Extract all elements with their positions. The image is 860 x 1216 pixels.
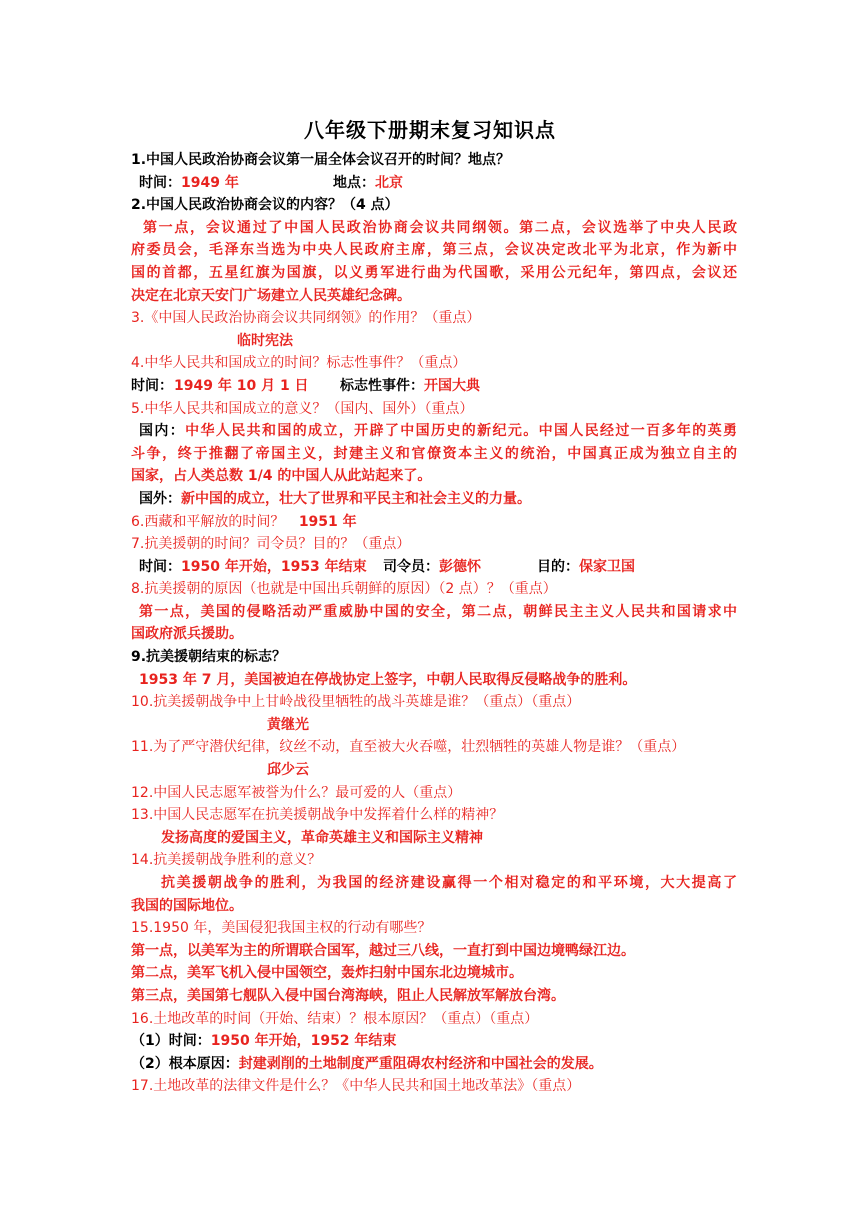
document-body: [131, 149, 737, 1098]
question-5: 5.中华人民共和国成立的意义？（国内、国外）（重点）: [131, 400, 474, 417]
answer-13: 发扬高度的爱国主义，革命英雄主义和国际主义精神: [161, 829, 483, 846]
answer-6: 1951 年: [298, 513, 357, 530]
answer-7-commander-value: 彭德怀: [439, 558, 481, 575]
question-17: 17.土地改革的法律文件是什么？《中华人民共和国土地改革法》（重点）: [131, 1078, 581, 1095]
answer-3: 临时宪法: [237, 332, 293, 349]
page-title: 八年级下册期末复习知识点: [304, 118, 556, 142]
answer-7-time-label: 时间：: [139, 558, 181, 575]
answer-16-cause-value: 封建剥削的土地制度严重阻碍农村经济和中国社会的发展。: [238, 1055, 603, 1072]
answer-16-cause-label: （2）根本原因：: [131, 1055, 239, 1072]
answer-2-line: 第一点，会议通过了中国人民政治协商会议共同纲领。第二点，会议选举了中央人民政: [143, 219, 737, 236]
answer-5-domestic: [131, 420, 737, 443]
question-14: 14.抗美援朝战争胜利的意义？: [131, 852, 322, 869]
answer-4-event-label: 标志性事件：: [340, 377, 424, 394]
answer-4: [131, 375, 737, 398]
answer-14-line: 我国的国际地位。: [131, 897, 243, 914]
answer-10: 黄继光: [267, 716, 309, 733]
answer-5-foreign-value: 新中国的成立，壮大了世界和平民主和社会主义的力量。: [181, 490, 531, 507]
question-15: 15.1950 年，美国侵犯我国主权的行动有哪些？: [131, 920, 432, 937]
answer-7-commander-label: 司令员：: [383, 558, 439, 575]
answer-7: [131, 556, 737, 579]
answer-5-domestic-line: 中华人民共和国的成立，开辟了中国历史的新纪元。中国人民经过一百多年的英勇: [185, 423, 738, 440]
answer-9: 1953 年 7 月，美国被迫在停战协定上签字，中朝人民取得反侵略战争的胜利。: [139, 671, 637, 688]
question-9: 9.抗美援朝结束的标志？: [131, 649, 287, 666]
answer-16-cause: [131, 1053, 737, 1076]
question-10: 10.抗美援朝战争中上甘岭战役里牺牲的战斗英雄是谁？（重点）（重点）: [131, 694, 581, 711]
answer-5-foreign: [131, 488, 737, 511]
answer-5-domestic-line: 斗争，终于推翻了帝国主义，封建主义和官僚资本主义的统治，中国真正成为独立自主的: [131, 445, 737, 462]
answer-1-time-label: 时间：: [139, 174, 181, 191]
answer-2-line: 府委员会，毛泽东当选为中央人民政府主席，第三点，会议决定改北平为北京，作为新中: [131, 242, 737, 259]
answer-16-time: [131, 1030, 737, 1053]
answer-2-line: 国的首都，五星红旗为国旗，以义勇军进行曲为代国歌，采用公元纪年，第四点，会议还: [131, 264, 737, 281]
question-16: 16.土地改革的时间（开始、结束）？根本原因？（重点）（重点）: [131, 1010, 539, 1027]
answer-5-foreign-label: 国外：: [139, 490, 181, 507]
answer-11: 邱少云: [267, 762, 309, 779]
question-12: 12.中国人民志愿军被誉为什么？最可爱的人（重点）: [131, 784, 462, 801]
answer-1-place-value: 北京: [375, 174, 403, 191]
answer-5-domestic-line: 国家，占人类总数 1/4 的中国人从此站起来了。: [131, 468, 432, 485]
question-13: 13.中国人民志愿军在抗美援朝战争中发挥着什么样的精神？: [131, 807, 504, 824]
answer-16-time-value: 1950 年开始，1952 年结束: [210, 1033, 397, 1050]
question-11: 11.为了严守潜伏纪律，纹丝不动，直至被大火吞噬，壮烈牺牲的英雄人物是谁？（重点）: [131, 739, 686, 756]
question-8: 8.抗美援朝的原因（也就是中国出兵朝鲜的原因）（2 点）？（重点）: [131, 581, 557, 598]
answer-15-line: 第二点，美军飞机入侵中国领空，轰炸扫射中国东北边境城市。: [131, 965, 523, 982]
answer-15-line: 第三点，美国第七舰队入侵中国台湾海峡，阻止人民解放军解放台湾。: [131, 987, 565, 1004]
question-1: 1.中国人民政治协商会议第一届全体会议召开的时间？地点？: [131, 152, 511, 168]
answer-4-time-value: 1949 年 10 月 1 日: [174, 377, 309, 394]
answer-7-purpose-label: 目的：: [537, 558, 579, 575]
answer-15-line: 第一点，以美军为主的所谓联合国军，越过三八线，一直打到中国边境鸭绿江边。: [131, 942, 635, 959]
answer-14-line: 抗美援朝战争的胜利，为我国的经济建设赢得一个相对稳定的和平环境，大大提高了: [161, 875, 737, 891]
answer-8-line: 第一点，美国的侵略活动严重威胁中国的安全，第二点，朝鲜民主主义人民共和国请求中: [139, 603, 737, 620]
answer-4-time-label: 时间：: [131, 377, 173, 394]
answer-5-domestic-label: 国内：: [139, 423, 186, 440]
answer-1-place-label: 地点：: [333, 174, 375, 191]
answer-4-event-value: 开国大典: [424, 377, 480, 394]
answer-1-time-value: 1949 年: [181, 174, 239, 191]
question-6: 6.西藏和平解放的时间？: [131, 513, 285, 530]
question-6-row: [131, 511, 737, 534]
answer-7-purpose-value: 保家卫国: [579, 558, 635, 575]
answer-16-time-label: （1）时间：: [131, 1033, 211, 1050]
answer-8-line: 国政府派兵援助。: [131, 626, 243, 643]
question-2: 2.中国人民政治协商会议的内容？（4 点）: [131, 197, 399, 214]
answer-7-time-value: 1950 年开始，1953 年结束: [181, 558, 367, 575]
answer-1: [131, 172, 737, 195]
question-7: 7.抗美援朝的时间？司令员？目的？（重点）: [131, 536, 411, 553]
question-3: 3.《中国人民政治协商会议共同纲领》的作用？（重点）: [131, 310, 481, 327]
answer-2-line: 决定在北京天安门广场建立人民英雄纪念碑。: [131, 287, 411, 304]
question-4: 4.中华人民共和国成立的时间？标志性事件？（重点）: [131, 355, 467, 372]
